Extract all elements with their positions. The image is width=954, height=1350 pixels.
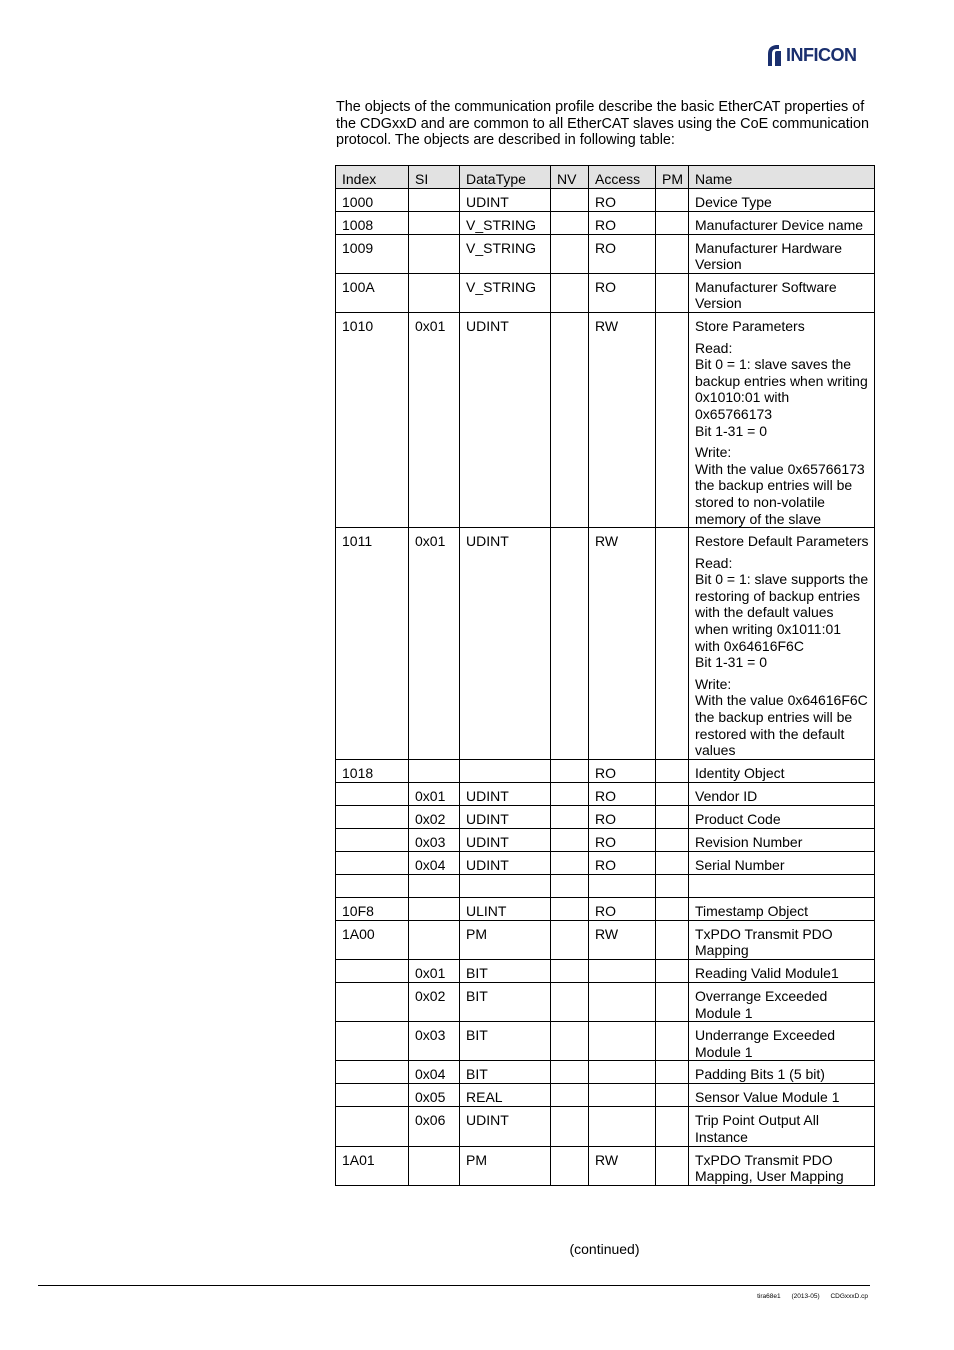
cell-si: 0x03 — [409, 1022, 460, 1061]
object-name: Trip Point Output All Instance — [695, 1112, 819, 1145]
cell-index — [336, 983, 409, 1022]
cell-index — [336, 1022, 409, 1061]
cell-name — [689, 234, 875, 273]
cell-nv — [551, 1061, 589, 1084]
cell-access: RO — [589, 897, 656, 920]
cell-name — [689, 960, 875, 983]
object-description: Write: With the value 0x65766173 the backup entries will be stored to non-volatile memory of the slave — [695, 444, 865, 527]
cell-datatype: REAL — [460, 1084, 551, 1107]
cell-pm — [656, 1084, 689, 1107]
cell-access: RO — [589, 805, 656, 828]
cell-si: 0x01 — [409, 960, 460, 983]
cell-nv — [551, 828, 589, 851]
table-row — [336, 1022, 875, 1061]
cell-nv — [551, 759, 589, 782]
cell-datatype: BIT — [460, 983, 551, 1022]
table-row — [336, 1061, 875, 1084]
cell-si: 0x02 — [409, 805, 460, 828]
table-row — [336, 828, 875, 851]
cell-si: 0x02 — [409, 983, 460, 1022]
cell-access — [589, 1084, 656, 1107]
cell-name — [689, 528, 875, 760]
object-description: Write: With the value 0x64616F6C the backup entries will be restored with the default values — [695, 675, 868, 759]
object-name: Overrange Exceeded Module 1 — [695, 988, 828, 1021]
cell-name — [689, 1107, 875, 1146]
cell-nv — [551, 874, 589, 897]
cell-si — [409, 874, 460, 897]
cell-access: RO — [589, 273, 656, 312]
object-name: Store Parameters — [695, 317, 805, 334]
cell-pm — [656, 805, 689, 828]
table-body — [336, 188, 875, 1185]
cell-access: RW — [589, 1146, 656, 1185]
column-header-datatype: DataType — [460, 166, 551, 189]
cell-name — [689, 759, 875, 782]
table-row — [336, 782, 875, 805]
cell-datatype: UDINT — [460, 528, 551, 760]
table-row — [336, 188, 875, 211]
cell-index: 1010 — [336, 312, 409, 527]
cell-si — [409, 759, 460, 782]
footer-divider — [38, 1285, 870, 1286]
cell-access — [589, 1022, 656, 1061]
cell-access — [589, 1061, 656, 1084]
column-header-index: Index — [336, 166, 409, 189]
cell-name — [689, 874, 875, 897]
cell-index: 100A — [336, 273, 409, 312]
cell-si: 0x01 — [409, 782, 460, 805]
cell-datatype: UDINT — [460, 782, 551, 805]
cell-si: 0x01 — [409, 528, 460, 760]
cell-index: 1011 — [336, 528, 409, 760]
cell-si: 0x01 — [409, 312, 460, 527]
footer-date: (2013-05) — [791, 1293, 820, 1300]
column-header-access: Access — [589, 166, 656, 189]
table-row — [336, 759, 875, 782]
cell-si: 0x06 — [409, 1107, 460, 1146]
cell-datatype — [460, 759, 551, 782]
intro-paragraph: The objects of the communication profile describe the basic EtherCAT properties of the CDGxxD and are common to all EtherCAT slaves using the CoE communication protocol. The objects are described in following table: — [336, 99, 869, 149]
cell-pm — [656, 1146, 689, 1185]
cell-name — [689, 273, 875, 312]
cell-pm — [656, 273, 689, 312]
cell-index — [336, 1084, 409, 1107]
object-name: Restore Default Parameters — [695, 533, 869, 550]
table-row — [336, 960, 875, 983]
table-row — [336, 234, 875, 273]
cell-nv — [551, 1084, 589, 1107]
cell-name — [689, 211, 875, 234]
cell-pm — [656, 828, 689, 851]
column-header-nv: NV — [551, 166, 589, 189]
cell-nv — [551, 234, 589, 273]
cell-nv — [551, 851, 589, 874]
cell-datatype: UDINT — [460, 1107, 551, 1146]
cell-name — [689, 1084, 875, 1107]
cell-pm — [656, 920, 689, 959]
cell-index: 10F8 — [336, 897, 409, 920]
inficon-logo-mark — [766, 42, 786, 68]
cell-name — [689, 983, 875, 1022]
object-name: Product Code — [695, 810, 781, 827]
column-header-pm: PM — [656, 166, 689, 189]
cell-pm — [656, 782, 689, 805]
cell-pm — [656, 759, 689, 782]
cell-pm — [656, 983, 689, 1022]
cell-index — [336, 805, 409, 828]
cell-datatype: UDINT — [460, 828, 551, 851]
cell-nv — [551, 920, 589, 959]
object-name: TxPDO Transmit PDO Mapping — [695, 925, 833, 959]
column-header-name: Name — [689, 166, 875, 189]
cell-name — [689, 1146, 875, 1185]
cell-pm — [656, 851, 689, 874]
table-row — [336, 897, 875, 920]
communication-objects-table — [335, 165, 875, 1186]
object-name: Underrange Exceeded Module 1 — [695, 1027, 836, 1060]
cell-pm — [656, 874, 689, 897]
object-name: TxPDO Transmit PDO Mapping, User Mapping — [695, 1151, 844, 1185]
cell-si — [409, 211, 460, 234]
cell-access: RO — [589, 211, 656, 234]
cell-datatype: BIT — [460, 1022, 551, 1061]
cell-access — [589, 960, 656, 983]
cell-name — [689, 897, 875, 920]
cell-name — [689, 188, 875, 211]
cell-datatype: ULINT — [460, 897, 551, 920]
footer-doc-id: tira68e1 — [757, 1293, 781, 1300]
cell-access: RO — [589, 782, 656, 805]
cell-datatype: UDINT — [460, 188, 551, 211]
cell-name — [689, 1022, 875, 1061]
table-row — [336, 312, 875, 527]
table-row — [336, 273, 875, 312]
cell-si — [409, 234, 460, 273]
cell-access: RO — [589, 188, 656, 211]
cell-pm — [656, 897, 689, 920]
cell-datatype: BIT — [460, 960, 551, 983]
object-name: Vendor ID — [695, 787, 758, 804]
cell-pm — [656, 1022, 689, 1061]
cell-si — [409, 897, 460, 920]
cell-nv — [551, 1107, 589, 1146]
footer-reference — [757, 1293, 868, 1300]
cell-si — [409, 920, 460, 959]
cell-si: 0x04 — [409, 851, 460, 874]
cell-nv — [551, 528, 589, 760]
object-name: Manufacturer Software Version — [695, 278, 837, 312]
cell-access: RW — [589, 920, 656, 959]
object-description: Read: Bit 0 = 1: slave saves the backup entries when writing 0x1010:01 with 0x65766173 Bit 1-31 = 0 — [695, 339, 868, 439]
object-name: Padding Bits 1 (5 bit) — [695, 1066, 825, 1083]
cell-datatype: V_STRING — [460, 273, 551, 312]
cell-si — [409, 188, 460, 211]
cell-access: RO — [589, 759, 656, 782]
cell-access: RO — [589, 234, 656, 273]
cell-nv — [551, 805, 589, 828]
cell-access — [589, 874, 656, 897]
cell-access: RW — [589, 528, 656, 760]
table-row — [336, 1146, 875, 1185]
cell-nv — [551, 960, 589, 983]
cell-index — [336, 1107, 409, 1146]
object-name: Timestamp Object — [695, 902, 809, 919]
cell-nv — [551, 312, 589, 527]
table-row — [336, 1084, 875, 1107]
cell-nv — [551, 897, 589, 920]
cell-name — [689, 312, 875, 527]
cell-datatype: V_STRING — [460, 211, 551, 234]
table-row — [336, 874, 875, 897]
cell-datatype: UDINT — [460, 312, 551, 527]
cell-access: RW — [589, 312, 656, 527]
cell-datatype — [460, 874, 551, 897]
cell-pm — [656, 960, 689, 983]
cell-nv — [551, 188, 589, 211]
cell-index: 1A01 — [336, 1146, 409, 1185]
cell-si — [409, 1146, 460, 1185]
cell-nv — [551, 273, 589, 312]
cell-index — [336, 874, 409, 897]
table-row — [336, 983, 875, 1022]
cell-index — [336, 960, 409, 983]
cell-nv — [551, 211, 589, 234]
logo-wordmark: INFICON — [786, 45, 857, 65]
cell-pm — [656, 528, 689, 760]
object-name: Identity Object — [695, 764, 785, 781]
cell-pm — [656, 211, 689, 234]
cell-name — [689, 828, 875, 851]
footer-file: CDGxxxD.cp — [830, 1293, 868, 1300]
cell-index — [336, 782, 409, 805]
cell-datatype: UDINT — [460, 805, 551, 828]
table-header-row — [336, 166, 875, 189]
cell-name — [689, 805, 875, 828]
cell-access — [589, 983, 656, 1022]
cell-name — [689, 920, 875, 959]
object-name: Revision Number — [695, 833, 803, 850]
table-row — [336, 851, 875, 874]
cell-name — [689, 851, 875, 874]
table-row — [336, 1107, 875, 1146]
cell-datatype: UDINT — [460, 851, 551, 874]
cell-pm — [656, 234, 689, 273]
cell-datatype: V_STRING — [460, 234, 551, 273]
column-header-si: SI — [409, 166, 460, 189]
table-row — [336, 528, 875, 760]
cell-index — [336, 828, 409, 851]
object-description: Read: Bit 0 = 1: slave supports the restoring of backup entries with the default values when writing 0x1011:01 with 0x64616F6C Bit 1-31 = 0 — [695, 554, 869, 671]
cell-index — [336, 851, 409, 874]
inficon-logo — [766, 42, 870, 68]
cell-datatype: BIT — [460, 1061, 551, 1084]
table-row — [336, 805, 875, 828]
object-name: Sensor Value Module 1 — [695, 1089, 840, 1106]
cell-pm — [656, 1061, 689, 1084]
table-row — [336, 211, 875, 234]
continued-note: (continued) — [569, 1241, 640, 1257]
cell-datatype: PM — [460, 920, 551, 959]
cell-index: 1008 — [336, 211, 409, 234]
cell-pm — [656, 188, 689, 211]
cell-nv — [551, 782, 589, 805]
cell-si: 0x04 — [409, 1061, 460, 1084]
cell-nv — [551, 983, 589, 1022]
cell-pm — [656, 312, 689, 527]
cell-datatype: PM — [460, 1146, 551, 1185]
cell-index — [336, 1061, 409, 1084]
object-name: Device Type — [695, 193, 772, 210]
cell-access — [589, 1107, 656, 1146]
cell-si: 0x05 — [409, 1084, 460, 1107]
cell-index: 1009 — [336, 234, 409, 273]
cell-si: 0x03 — [409, 828, 460, 851]
table-row — [336, 920, 875, 959]
cell-pm — [656, 1107, 689, 1146]
cell-name — [689, 1061, 875, 1084]
cell-index: 1000 — [336, 188, 409, 211]
cell-nv — [551, 1022, 589, 1061]
cell-access: RO — [589, 828, 656, 851]
cell-index: 1018 — [336, 759, 409, 782]
cell-nv — [551, 1146, 589, 1185]
cell-si — [409, 273, 460, 312]
cell-name — [689, 782, 875, 805]
object-name: Manufacturer Device name — [695, 216, 864, 233]
cell-index: 1A00 — [336, 920, 409, 959]
object-name: Manufacturer Hardware Version — [695, 239, 843, 273]
object-name: Serial Number — [695, 856, 785, 873]
cell-access: RO — [589, 851, 656, 874]
object-name: Reading Valid Module1 — [695, 965, 839, 981]
